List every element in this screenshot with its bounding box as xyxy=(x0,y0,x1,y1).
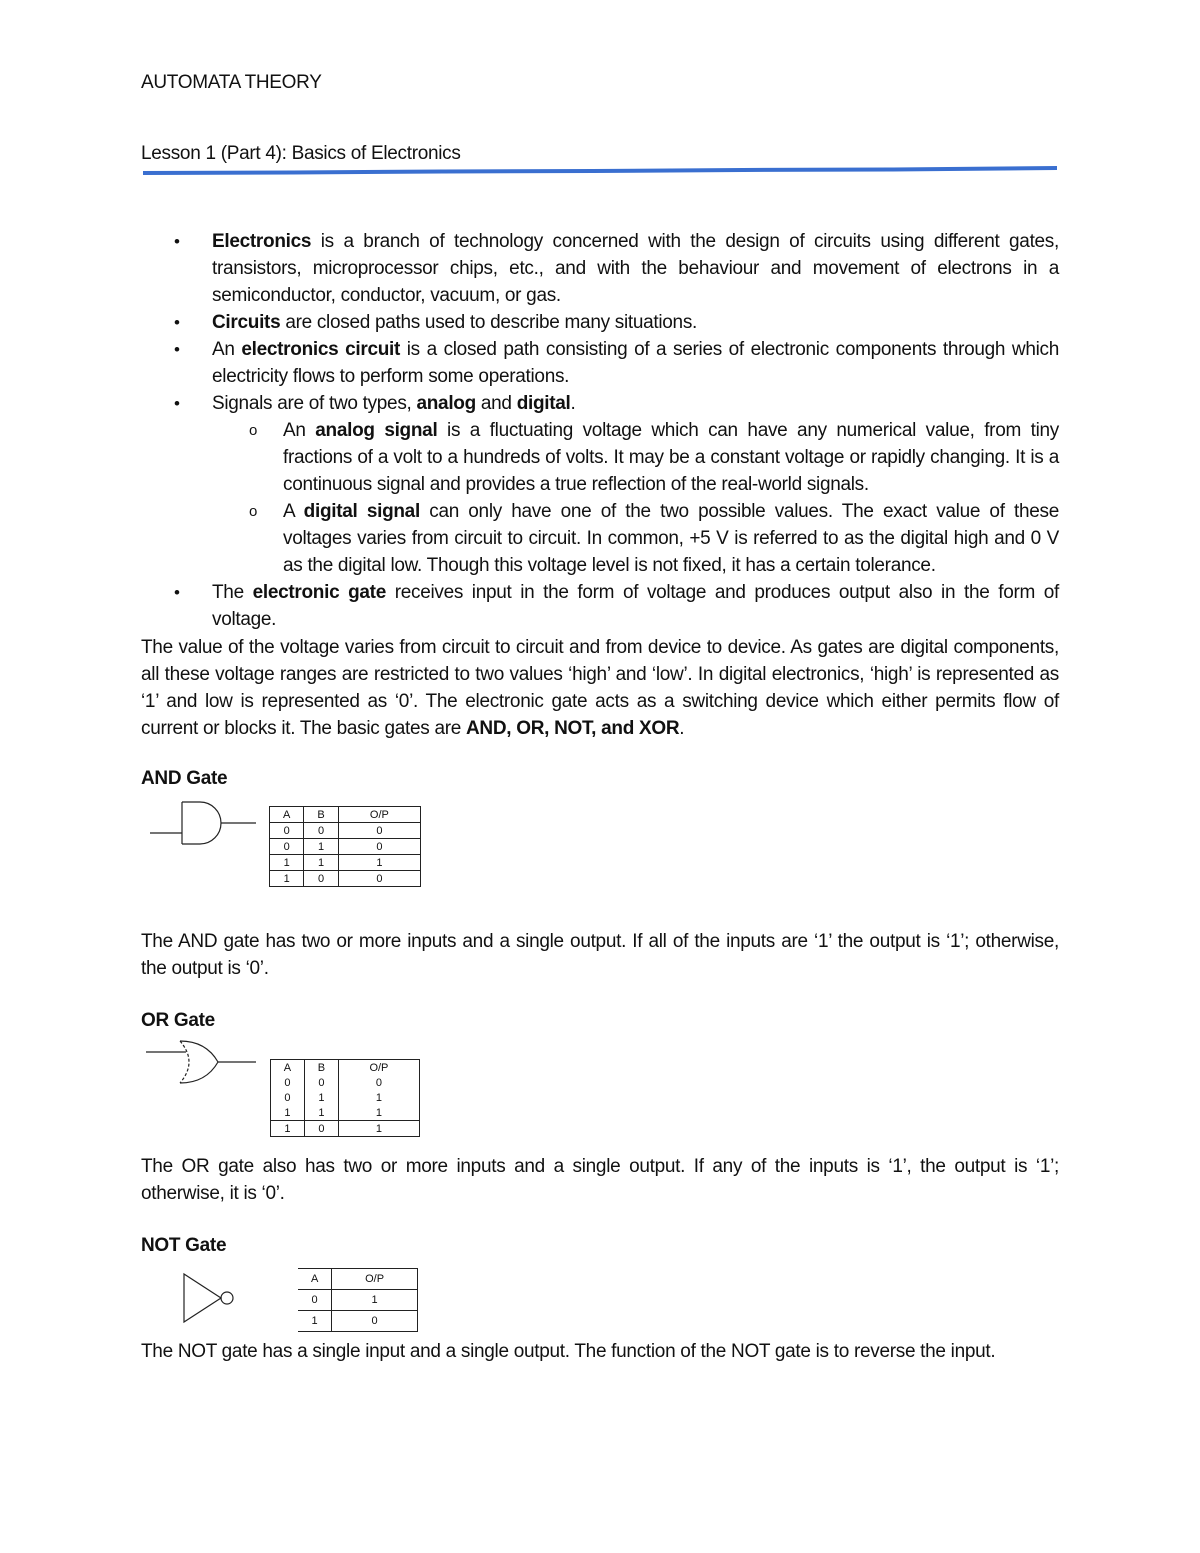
table-row: 0 1 0 xyxy=(270,839,421,855)
definitions-list xyxy=(141,228,1059,633)
lesson-title: Lesson 1 (Part 4): Basics of Electronics xyxy=(141,143,461,164)
not-gate-symbol-icon xyxy=(178,1270,242,1326)
intro-paragraph: The value of the voltage varies from circuit to circuit and from device to device. As gates are digital components, all these voltage ranges are restricted to two values ‘high’ and ‘low’. In digital electronics, ‘high’ is represented as ‘1’ and low is represented as ‘0’. The electronic gate acts as a switching device which either permits flow of current or blocks it. The basic gates are AND, OR, NOT, and XOR. xyxy=(141,637,1059,739)
or-truth-table xyxy=(270,1059,420,1137)
table-row: 0 0 0 xyxy=(270,823,421,839)
table-header-row: A B O/P xyxy=(270,807,421,823)
or-gate-heading: OR Gate xyxy=(141,1010,215,1031)
and-gate-description: The AND gate has two or more inputs and a single output. If all of the inputs are ‘1’ the output is ‘1’; otherwise, the output is ‘0’. xyxy=(141,931,1059,979)
table-header-row: A B O/P xyxy=(271,1060,420,1076)
or-gate-description: The OR gate also has two or more inputs and a single output. If any of the inputs is ‘1’, the output is ‘1’; otherwise, it is ‘0’. xyxy=(141,1156,1059,1204)
not-truth-table xyxy=(298,1268,418,1332)
table-row: 0 1 1 xyxy=(271,1090,420,1105)
table-header-row: A O/P xyxy=(298,1269,418,1290)
table-row: 1 0 1 xyxy=(271,1121,420,1137)
not-gate-heading: NOT Gate xyxy=(141,1235,227,1256)
table-row: 0 1 xyxy=(298,1290,418,1311)
or-gate-symbol-icon xyxy=(144,1038,260,1088)
list-item: • Electronics is a branch of technology concerned with the design of circuits using different gates, transistors, microprocessor chips, etc., and with the behaviour and movement of electrons in a semiconductor, conductor, vacuum, or gas. xyxy=(141,228,1059,309)
list-item: • The electronic gate receives input in the form of voltage and produces output also in the form of voltage. xyxy=(141,579,1059,633)
list-item: o A digital signal can only have one of the two possible values. The exact value of these voltages varies from circuit to circuit. In common, +5 V is referred to as the digital high and 0 V as the digital low. Though this voltage level is not fixed, it has a certain tolerance. xyxy=(212,498,1059,579)
list-item: • Signals are of two types, analog and digital. o An analog signal is a fluctuating voltage which can have any numerical value, from tiny fractions of a volt to a hundreds of volts. It may be a constant voltage or rapidly changing. It is a continuous signal and provides a true reflection of the real-world signals. o A digital signal can only have one of the two possible values. The exact value of these voltages varies from circuit to circuit. In common, +5 V is referred to as the digital high and 0 V as the digital low. Though this voltage level is not fixed, it has a certain tolerance. xyxy=(141,390,1059,579)
table-row: 1 0 0 xyxy=(270,871,421,887)
table-row: 1 0 xyxy=(298,1311,418,1332)
signal-types-list xyxy=(212,417,1059,579)
list-item: o An analog signal is a fluctuating voltage which can have any numerical value, from tiny fractions of a volt to a hundreds of volts. It may be a constant voltage or rapidly changing. It is a continuous signal and provides a true reflection of the real-world signals. xyxy=(212,417,1059,498)
table-row: 1 1 1 xyxy=(270,855,421,871)
table-row: 1 1 1 xyxy=(271,1105,420,1121)
and-gate-symbol-icon xyxy=(148,800,258,848)
course-title: AUTOMATA THEORY xyxy=(141,72,322,93)
and-truth-table xyxy=(269,806,421,887)
and-gate-heading: AND Gate xyxy=(141,768,228,789)
header-rule xyxy=(143,164,1057,176)
not-gate-description: The NOT gate has a single input and a single output. The function of the NOT gate is to reverse the input. xyxy=(141,1341,996,1362)
list-item: • Circuits are closed paths used to describe many situations. xyxy=(141,309,1059,336)
list-item: • An electronics circuit is a closed path consisting of a series of electronic components through which electricity flows to perform some operations. xyxy=(141,336,1059,390)
table-row: 0 0 0 xyxy=(271,1075,420,1090)
